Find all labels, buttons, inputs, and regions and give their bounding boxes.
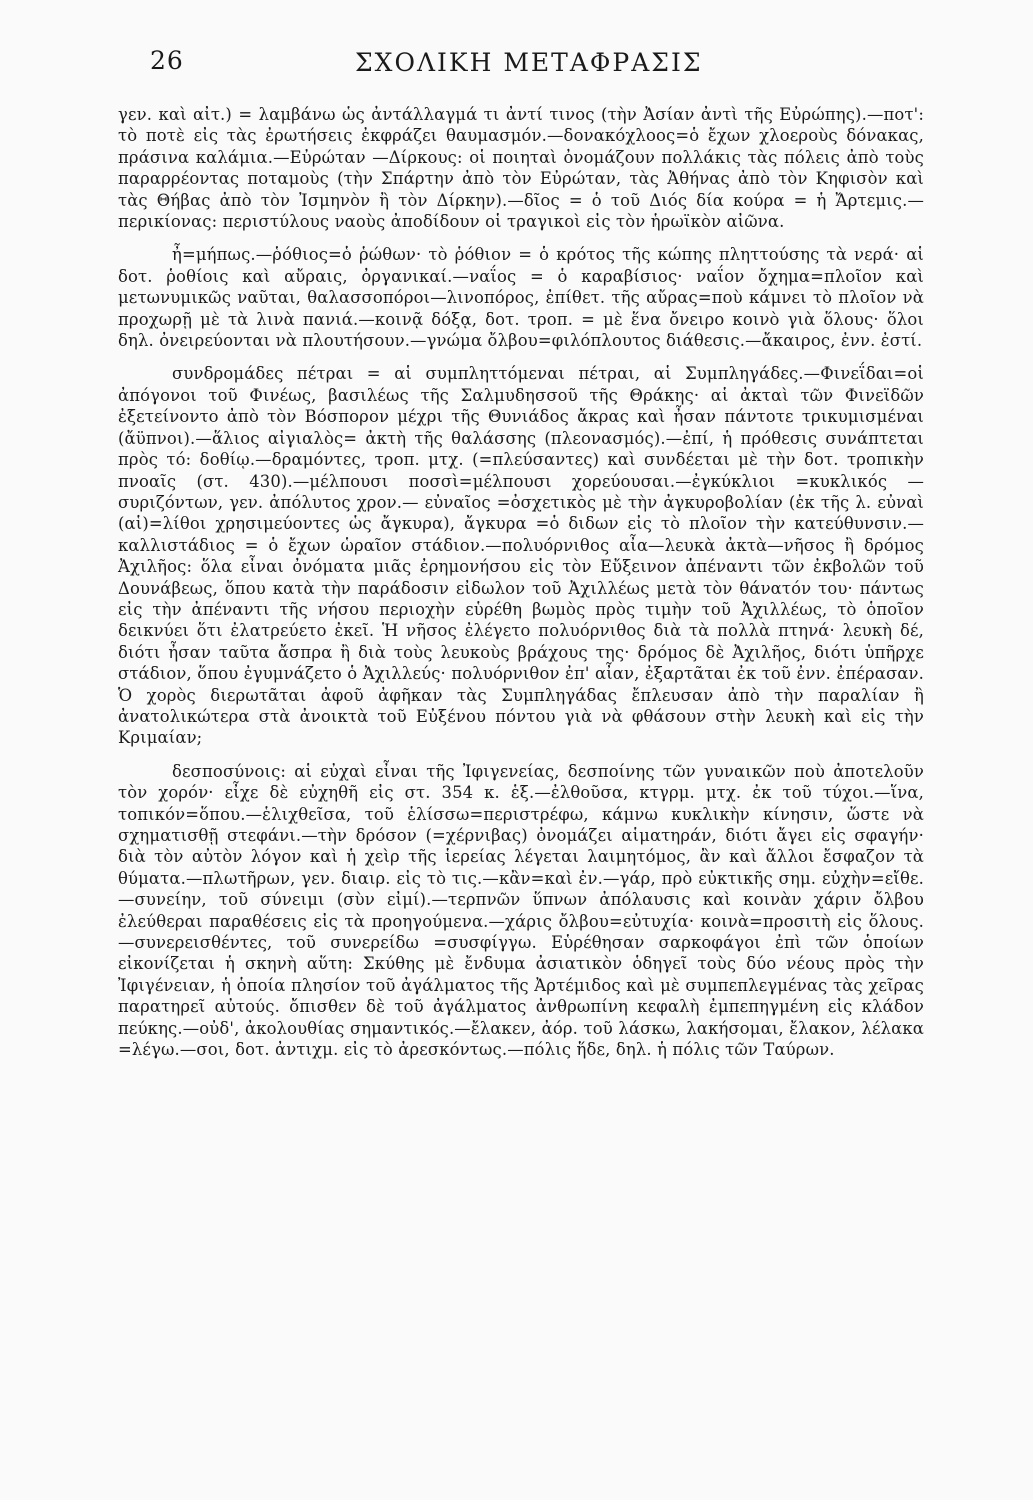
commentary-body — [118, 104, 924, 1072]
page-header — [150, 46, 710, 86]
commentary-paragraph: συνδρομάδες πέτραι = αἱ συμπληττόμεναι πέτραι, αἱ Συμπληγάδες.—Φινεΐδαι=οἱ ἀπόγονοι τοῦ Φινέως, βασιλέως τῆς Σαλμυδησσοῦ τῆς Θράκης· αἱ ἀκταὶ τῶν Φινεϊδῶν ἐξετείνοντο ἀπὸ τὸν Βόσπορον μέχρι τῆς Θυνιάδος ἄκρας καὶ ἦσαν πάντοτε τρικυμισμέναι (ἄϋπνοι).—ἅλιος αἰγιαλὸς= ἀκτὴ τῆς θαλάσσης (πλεονασμός).—ἐπί, ἡ πρόθεσις συνάπτεται πρὸς τό: δοθίῳ.—δραμόντες, τροπ. μτχ. (=πλεύσαντες) καὶ συνδέεται μὲ τὴν δοτ. τροπικὴν πνοαῖς (στ. 430).—μέλπουσι ποσσὶ=μέλπουσι χορεύουσαι.—ἐγκύκλιοι =κυκλικός —συριζόντων, γεν. ἀπόλυτος χρον.— εὐναῖος =ὀσχετικὸς μὲ τὴν ἀγκυροβολίαν (ἐκ τῆς λ. εὐναὶ (αἱ)=λίθοι χρησιμεύοντες ὡς ἄγκυρα), ἄγκυρα =ὁ διδων εἰς τὸ πλοῖον τὴν κατεύθυνσιν.—καλλιστάδιος = ὁ ἔχων ὡραῖον στάδιον.—πολυόρνιθος αἶα—λευκὰ ἀκτὰ—νῆσος ἢ δρόμος Ἀχιλῆος: ὅλα εἶναι ὀνόματα μιᾶς ἐρημονήσου εἰς τὸν Εὔξεινον ἀπέναντι τῶν ἐκβολῶν τοῦ Δουνάβεως, ὅπου κατὰ τὴν παράδοσιν εἰδωλον τοῦ Ἀχιλλέως μετὰ τὸν θάνατόν του· πάντως εἰς τὴν ἀπέναντι τῆς νήσου περιοχὴν εὑρέθη βωμὸς πρὸς τιμὴν τοῦ Ἀχιλλέως, τὸ ὁποῖον δεικνύει ὅτι ἐλατρεύετο ἐκεῖ. Ἡ νῆσος ἐλέγετο πολυόρνιθος διὰ τὰ πολλὰ πτηνά· λευκὴ δέ, διότι ἦσαν ταῦτα ἄσπρα ἢ διὰ τοὺς λευκοὺς βράχους της· δρόμος δὲ Ἀχιλῆος, διότι ὑπῆρχε στάδιον, ὅπου ἐγυμνάζετο ὁ Ἀχιλλεύς· πολυόρνιθον ἐπ' αἶαν, ἐξαρτᾶται ἐκ τοῦ ἐνν. ἐπέρασαν. Ὁ χορὸς διερωτᾶται ἀφοῦ ἀφῆκαν τὰς Συμπληγάδας ἔπλευσαν ἀπὸ τὴν παραλίαν ἢ ἀνατολικώτερα στὰ ἀνοικτὰ τοῦ Εὐξένου πόντου γιὰ νὰ φθάσουν στὴν λευκὴ καὶ εἰς τὴν Κριμαίαν; — [118, 364, 924, 748]
commentary-paragraph: ἦ=μήπως.—ῥόθιος=ὁ ῥώθων· τὸ ῥόθιον = ὁ κρότος τῆς κώπης πληττούσης τὰ νερά· αἱ δοτ. ῥοθίοις καὶ αὔραις, ὀργανικαί.—ναΐος = ὁ καραβίσιος· ναΐον ὄχημα=πλοῖον καὶ μετωνυμικῶς ναῦται, θαλασσοπόροι—λινοπόρος, ἐπίθετ. τῆς αὔρας=ποὺ κάμνει τὸ πλοῖον νὰ προχωρῇ μὲ τὰ λινὰ πανιά.—κοινᾷ δόξᾳ, δοτ. τροπ. = μὲ ἕνα ὄνειρο κοινὸ γιὰ ὅλους· ὅλοι δηλ. ὀνειρεύονται νὰ πλουτήσουν.—γνώμα ὄλβου=φιλόπλουτος διάθεσις.—ἄκαιρος, ἐνν. ἐστί. — [118, 245, 924, 351]
page-number: 26 — [150, 46, 184, 75]
running-title: ΣΧΟΛΙΚΗ ΜΕΤΑΦΡΑΣΙΣ — [355, 48, 703, 77]
commentary-paragraph: γεν. καὶ αἰτ.) = λαμβάνω ὡς ἀντάλλαγμά τι ἀντί τινος (τὴν Ἀσίαν ἀντὶ τῆς Εὐρώπης).—ποτ': τὸ ποτὲ εἰς τὰς ἐρωτήσεις ἐκφράζει θαυμασμόν.—δονακόχλοος=ὁ ἔχων χλοεροὺς δόνακας, πράσινα καλάμια.—Εὐρώταν —Δίρκους: οἱ ποιηταὶ ὀνομάζουν πολλάκις τὰς πόλεις ἀπὸ τοὺς παραρρέοντας ποταμοὺς (τὴν Σπάρτην ἀπὸ τὸν Εὐρώταν, τὰς Ἀθήνας ἀπὸ τὸν Κηφισὸν καὶ τὰς Θήβας ἀπὸ τὸν Ἰσμηνὸν ἢ τὸν Δίρκην).—δῖος = ὁ τοῦ Διός δία κούρα = ἡ Ἄρτεμις.— περικίονας: περιστύλους ναοὺς ἀποδίδουν οἱ τραγικοὶ εἰς τὸν ἡρωϊκὸν αἰῶνα. — [118, 105, 924, 232]
commentary-paragraph: δεσποσύνοις: αἱ εὐχαὶ εἶναι τῆς Ἰφιγενείας, δεσποίνης τῶν γυναικῶν ποὺ ἀποτελοῦν τὸν χορόν· εἶχε δὲ εὐχηθῆ εἰς στ. 354 κ. ἑξ.—ἐλθοῦσα, κτγρμ. μτχ. ἐκ τοῦ τύχοι.—ἵνα, τοπικόν=ὅπου.—ἑλιχθεῖσα, τοῦ ἑλίσσω=περιστρέφω, κάμνω κυκλικὴν κίνησιν, ὥστε νὰ σχηματισθῇ στεφάνι.—τὴν δρόσον (=χέρνιβας) ὀνομάζει αἱματηράν, διότι ἄγει εἰς σφαγήν· διὰ τὸν αὐτὸν λόγον καὶ ἡ χεὶρ τῆς ἱερείας λέγεται λαιμητόμος, ἂν καὶ ἄλλοι ἔσφαζον τὰ θύματα.—πλωτῆρων, γεν. διαιρ. εἰς τὸ τις.—κἂν=καὶ ἐν.—γάρ, πρὸ εὐκτικῆς σημ. εὐχὴν=εἴθε.—συνείην, τοῦ σύνειμι (σὺν εἰμί).—τερπνῶν ὕπνων ἀπόλαυσις καὶ κοινὰν χάριν ὄλβου ἐλεύθεραι παραθέσεις εἰς τὰ προηγούμενα.—χάρις ὄλβου=εὐτυχία· κοινὰ=προσιτὴ εἰς ὅλους.—συνερεισθέντες, τοῦ συνερείδω =συσφίγγω. Εὑρέθησαν σαρκοφάγοι ἐπὶ τῶν ὁποίων εἰκονίζεται ἡ σκηνὴ αὕτη: Σκύθης μὲ ἔνδυμα ἀσιατικὸν ὁδηγεῖ τοὺς δύο νέους πρὸς τὴν Ἰφιγένειαν, ἡ ὁποία πλησίον τοῦ ἀγάλματος τῆς Ἀρτέμιδος καὶ μὲ συμπεπλεγμένας τὰς χεῖρας παρατηρεῖ αὐτούς. ὄπισθεν δὲ τοῦ ἀγάλματος ἀνθρωπίνη κεφαλὴ ἐμπεπηγμένη εἰς κλάδον πεύκης.—οὐδ', ἀκολουθίας σημαντικός.—ἔλακεν, ἀόρ. τοῦ λάσκω, λακήσομαι, ἔλακον, λέλακα =λέγω.—σοι, δοτ. ἀντιχμ. εἰς τὸ ἀρεσκόντως.—πόλις ἥδε, δηλ. ἡ πόλις τῶν Ταύρων. — [118, 761, 924, 1060]
